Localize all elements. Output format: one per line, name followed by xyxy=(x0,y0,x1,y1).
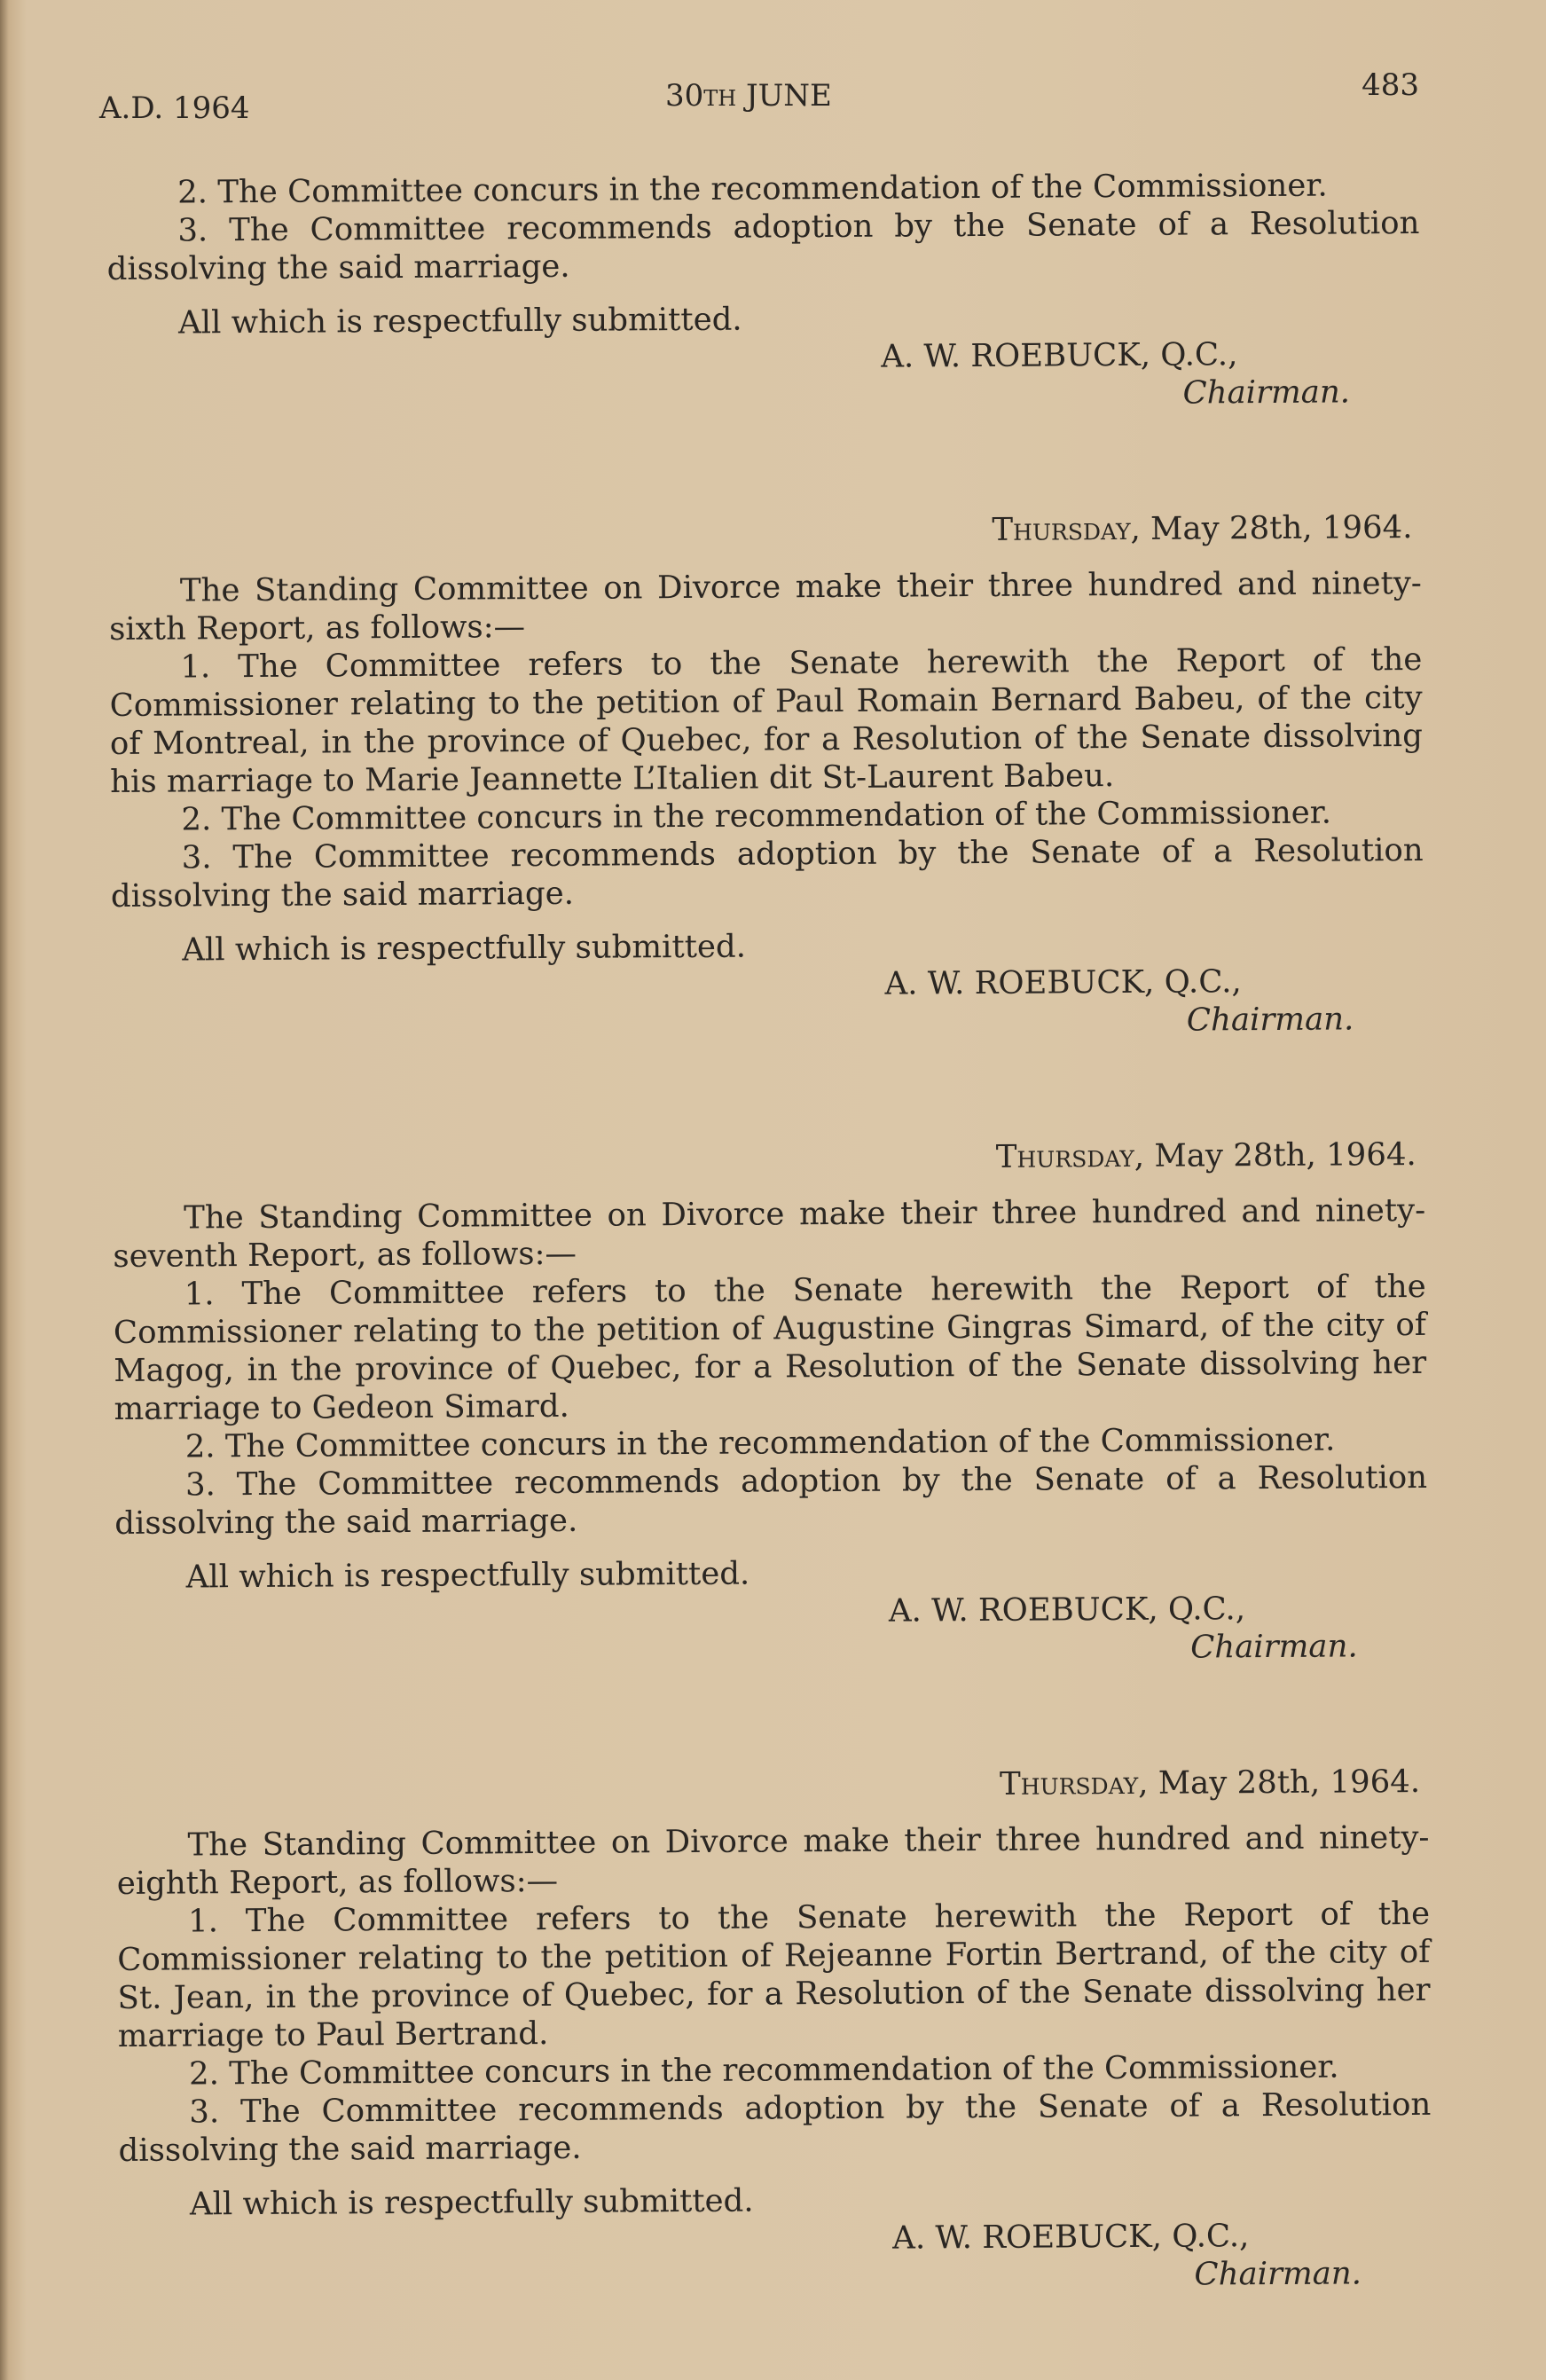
item-2: 2. The Committee concurs in the recommendation of the Commissioner. xyxy=(184,1421,1336,1465)
item-3: 3. The Committee recommends adoption by the Senate of a Resolution dissolving the said marriage. xyxy=(114,1458,1428,1542)
report-396 xyxy=(108,508,1424,1046)
report-intro: The Standing Committee on Divorce make their three hundred and ninety-sixth Report, as follows:— xyxy=(109,564,1422,648)
header-year: A.D. 1964 xyxy=(99,90,250,126)
signature-title: Chairman. xyxy=(1186,1001,1354,1039)
report-date: Thursday, May 28th, 1964. xyxy=(999,1763,1421,1803)
report-398 xyxy=(116,1763,1432,2300)
report-date: Thursday, May 28th, 1964. xyxy=(992,509,1413,548)
item-1: 1. The Committee refers to the Senate herewith the Report of the Commissioner relating to the petition of Rejeanne Fortin Bertrand, of the city of St. Jean, in the province of Quebec, for a Resolution of the Senate dissolving her marriage to Paul Bertrand. xyxy=(117,1895,1431,2054)
submission-line: All which is respectfully submitted. xyxy=(182,928,747,969)
signature: A. W. ROEBUCK, Q.C., xyxy=(888,1591,1246,1630)
page-number: 483 xyxy=(1362,67,1419,103)
item-3: 3. The Committee recommends adoption by the Senate of a Resolution dissolving the said marriage. xyxy=(106,204,1420,287)
page-body xyxy=(106,166,1432,2300)
signature-title: Chairman. xyxy=(1194,2255,1362,2293)
report-intro: The Standing Committee on Divorce make their three hundred and ninety-eighth Report, as follows:— xyxy=(116,1818,1430,1902)
item-1: 1. The Committee refers to the Senate herewith the Report of the Commissioner relating to the petition of Paul Romain Bernard Babeu, of the city of Montreal, in the province of Quebec, for a Resolution of the Senate dissolving his marriage to Marie Jeannette L’Italien dit St-Laurent Babeu. xyxy=(109,640,1424,800)
report-date: Thursday, May 28th, 1964. xyxy=(995,1135,1417,1175)
submission-line: All which is respectfully submitted. xyxy=(189,2182,754,2223)
submission-line: All which is respectfully submitted. xyxy=(177,301,742,342)
signature-title: Chairman. xyxy=(1182,373,1351,412)
item-3: 3. The Committee recommends adoption by the Senate of a Resolution dissolving the said marriage. xyxy=(110,831,1424,915)
signature: A. W. ROEBUCK, Q.C., xyxy=(884,963,1242,1002)
item-2: 2. The Committee concurs in the recommendation of the Commissioner. xyxy=(181,794,1332,838)
item-1: 1. The Committee refers to the Senate herewith the Report of the Commissioner relating to the petition of Augustine Gingras Simard, of the city of Magog, in the province of Quebec, for a Resolution of the Senate dissolving her marriage to Gedeon Simard. xyxy=(113,1268,1427,1427)
submission-line: All which is respectfully submitted. xyxy=(185,1555,750,1596)
item-2: 2. The Committee concurs in the recommendation of the Commissioner. xyxy=(177,167,1328,211)
header-date: 30th JUNE xyxy=(665,78,832,114)
report-397 xyxy=(113,1135,1429,1673)
report-intro: The Standing Committee on Divorce make their three hundred and ninety-seventh Report, as follows:— xyxy=(113,1191,1426,1275)
item-3: 3. The Committee recommends adoption by the Senate of a Resolution dissolving the said marriage. xyxy=(118,2085,1432,2169)
signature-title: Chairman. xyxy=(1190,1628,1358,1666)
item-2: 2. The Committee concurs in the recommendation of the Commissioner. xyxy=(188,2048,1339,2093)
signature: A. W. ROEBUCK, Q.C., xyxy=(881,336,1238,375)
report-continuation xyxy=(106,166,1421,419)
signature: A. W. ROEBUCK, Q.C., xyxy=(892,2218,1250,2257)
